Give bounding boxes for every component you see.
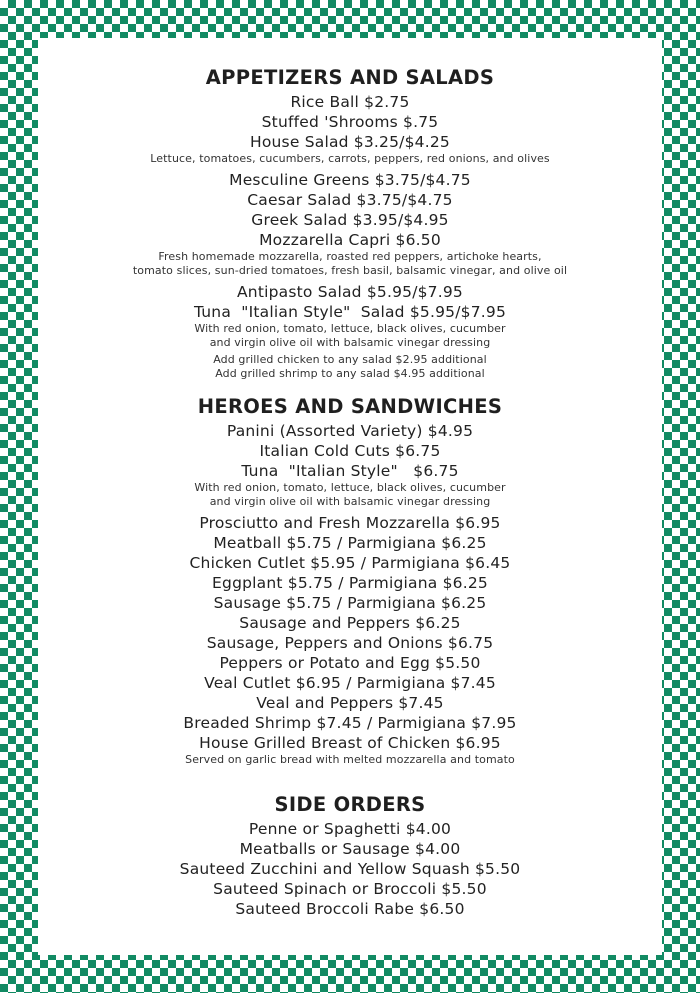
menu-item: Penne or Spaghetti $4.00: [248, 820, 452, 838]
menu-item: Sausage $5.75 / Parmigiana $6.25: [213, 594, 487, 612]
menu-item: Greek Salad $3.95/$4.95: [251, 211, 449, 229]
menu-item: Sausage and Peppers $6.25: [239, 614, 461, 632]
item-description: and virgin olive oil with balsamic vinegar dressing: [209, 495, 491, 508]
item-description: Lettuce, tomatoes, cucumbers, carrots, peppers, red onions, and olives: [150, 152, 550, 165]
menu-item: Sausage, Peppers and Onions $6.75: [206, 634, 494, 652]
section-title: SIDE ORDERS: [274, 793, 426, 816]
menu-item: Antipasto Salad $5.95/$7.95: [237, 283, 463, 301]
menu-item: Meatball $5.75 / Parmigiana $6.25: [213, 534, 487, 552]
menu-item: Sauteed Zucchini and Yellow Squash $5.50: [179, 860, 521, 878]
item-description: Fresh homemade mozzarella, roasted red peppers, artichoke hearts,: [158, 250, 542, 263]
item-description: tomato slices, sun-dried tomatoes, fresh basil, balsamic vinegar, and olive oil: [132, 264, 568, 277]
menu-item: Mesculine Greens $3.75/$4.75: [229, 171, 471, 189]
menu-item: Stuffed 'Shrooms $.75: [261, 113, 439, 131]
menu-item: Breaded Shrimp $7.45 / Parmigiana $7.95: [183, 714, 517, 732]
menu-item: Sauteed Broccoli Rabe $6.50: [235, 900, 465, 918]
menu-item: House Grilled Breast of Chicken $6.95: [199, 734, 501, 752]
appetizers-section: [38, 65, 662, 381]
menu-item: Panini (Assorted Variety) $4.95: [226, 422, 474, 440]
item-description: and virgin olive oil with balsamic vinegar dressing: [209, 336, 491, 349]
menu-item: Italian Cold Cuts $6.75: [259, 442, 441, 460]
menu-item: Tuna "Italian Style" Salad $5.95/$7.95: [193, 303, 507, 321]
side-orders-section: [38, 792, 662, 919]
menu-item: Eggplant $5.75 / Parmigiana $6.25: [212, 574, 488, 592]
item-description: With red onion, tomato, lettuce, black olives, cucumber: [194, 322, 506, 335]
add-on-note: Add grilled shrimp to any salad $4.95 additional: [215, 367, 485, 380]
menu-item: Rice Ball $2.75: [290, 93, 410, 111]
section-title: APPETIZERS AND SALADS: [205, 66, 495, 89]
menu-item: Peppers or Potato and Egg $5.50: [219, 654, 481, 672]
section-title: HEROES AND SANDWICHES: [197, 395, 503, 418]
menu-item: Prosciutto and Fresh Mozzarella $6.95: [199, 514, 501, 532]
menu-item: Mozzarella Capri $6.50: [259, 231, 441, 249]
add-on-note: Add grilled chicken to any salad $2.95 additional: [213, 353, 487, 366]
item-description: Served on garlic bread with melted mozzarella and tomato: [185, 753, 515, 766]
menu-item: Meatballs or Sausage $4.00: [239, 840, 461, 858]
menu-item: Caesar Salad $3.75/$4.75: [247, 191, 453, 209]
item-description: With red onion, tomato, lettuce, black olives, cucumber: [194, 481, 506, 494]
menu-page: [38, 38, 662, 955]
menu-item: Veal and Peppers $7.45: [256, 694, 444, 712]
menu-item: Chicken Cutlet $5.95 / Parmigiana $6.45: [189, 554, 511, 572]
menu-item: Veal Cutlet $6.95 / Parmigiana $7.45: [204, 674, 496, 692]
heroes-section: [38, 394, 662, 767]
menu-item: Tuna "Italian Style" $6.75: [241, 462, 459, 480]
menu-item: House Salad $3.25/$4.25: [250, 133, 450, 151]
menu-item: Sauteed Spinach or Broccoli $5.50: [213, 880, 487, 898]
